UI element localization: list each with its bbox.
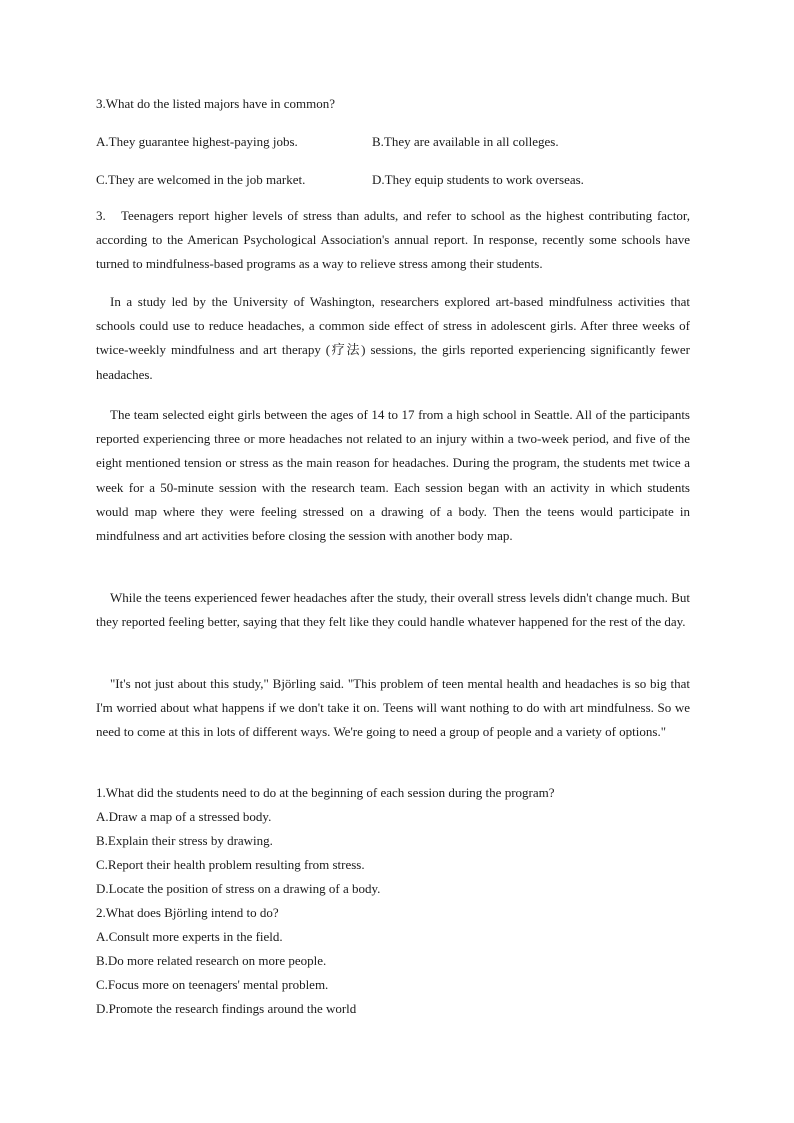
prev-question-stem: 3.What do the listed majors have in common? <box>96 96 335 111</box>
prev-option-d: D.They equip students to work overseas. <box>372 172 584 187</box>
question-2-option-c: C.Focus more on teenagers' mental problem. <box>96 977 329 992</box>
question-2-option-d: D.Promote the research findings around the world <box>96 1001 357 1016</box>
question-1-option-c: C.Report their health problem resulting from stress. <box>96 857 365 872</box>
passage-paragraph-3: The team selected eight girls between the ages of 14 to 17 from a high school in Seattle. All of the participants reported experiencing three or more headaches not related to an injury within a two-week period, and five of the eight mentioned tension or stress as the main reason for headaches. During the program, the students met twice a week for a 50-minute session with the research team. Each session began with an activity in which students would map where they were feeling stressed on a drawing of a body. Then the teens would participate in mindfulness and art activities before closing the session with another body map. <box>96 407 690 544</box>
passage-paragraph-1: 3. Teenagers report higher levels of stress than adults, and refer to school as the highest contributing factor, according to the American Psychological Association's annual report. In response, recently some schools have turned to mindfulness-based programs as a way to relieve stress among their students. <box>96 204 690 277</box>
prev-option-b: B.They are available in all colleges. <box>372 134 559 149</box>
prev-option-a: A.They guarantee highest-paying jobs. <box>96 134 298 149</box>
passage-paragraph-4: While the teens experienced fewer headaches after the study, their overall stress levels didn't change much. But they reported feeling better, saying that they felt like they could handle whatever happened for the rest of the day. <box>96 590 690 630</box>
question-2-option-b: B.Do more related research on more people. <box>96 953 327 968</box>
prev-option-c: C.They are welcomed in the job market. <box>96 172 306 187</box>
passage-paragraph-2: In a study led by the University of Washington, researchers explored art-based mindfulness activities that schools could use to reduce headaches, a common side effect of stress in adolescent girls. After three weeks of twice-weekly mindfulness and art therapy (疗法) sessions, the girls reported experiencing significantly fewer headaches. <box>96 294 690 382</box>
question-1-option-a: A.Draw a map of a stressed body. <box>96 809 272 824</box>
question-1-option-b: B.Explain their stress by drawing. <box>96 833 273 848</box>
passage-paragraph-5: "It's not just about this study," Björling said. "This problem of teen mental health and headaches is so big that I'm worried about what happens if we don't take it on. Teens will want nothing to do with art mindfulness. So we need to come at this in lots of different ways. We're going to need a group of people and a variety of options." <box>96 676 690 740</box>
question-2-stem: 2.What does Björling intend to do? <box>96 905 279 920</box>
question-1-option-d: D.Locate the position of stress on a drawing of a body. <box>96 881 381 896</box>
question-2-option-a: A.Consult more experts in the field. <box>96 929 283 944</box>
passage-number: 3. <box>96 208 106 223</box>
question-1-stem: 1.What did the students need to do at the beginning of each session during the program? <box>96 785 555 800</box>
